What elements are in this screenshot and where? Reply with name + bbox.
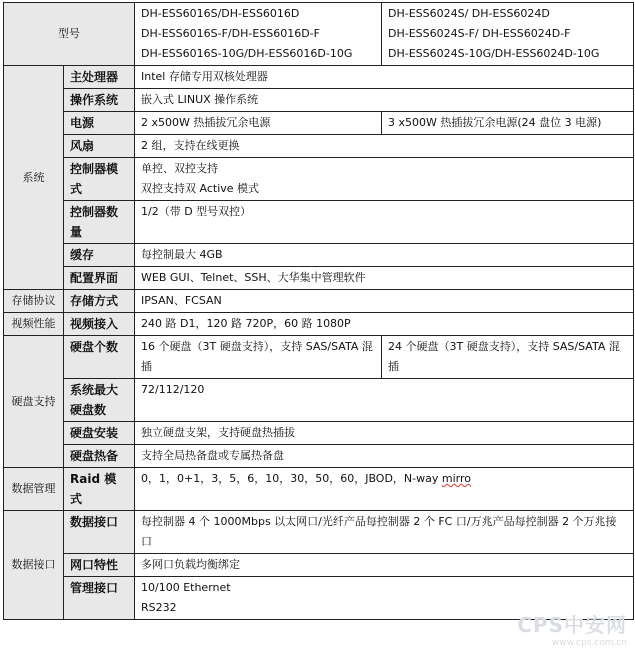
config-label: 配置界面 — [64, 267, 135, 290]
raid-mode-value — [135, 468, 634, 511]
disk-hotspare-row — [4, 445, 634, 468]
video-label: 视频性能 — [4, 313, 64, 336]
disk-count-label: 硬盘个数 — [64, 336, 135, 379]
raid-mode-label: Raid 模式 — [64, 468, 135, 511]
video-input-label: 视频接入 — [64, 313, 135, 336]
storage-method-value: IPSAN、FCSAN — [135, 290, 634, 313]
cache-row — [4, 244, 634, 267]
os-value: 嵌入式 LINUX 操作系统 — [135, 89, 634, 112]
net-feature-label: 网口特性 — [64, 554, 135, 577]
disk-hotspare-label: 硬盘热备 — [64, 445, 135, 468]
disk-count-value-a: 16 个硬盘（3T 硬盘支持），支持 SAS/SATA 混插 — [135, 336, 382, 379]
disk-install-value: 独立硬盘支架，支持硬盘热插拔 — [135, 422, 634, 445]
spec-table — [3, 2, 634, 620]
data-port-value: 每控制器 4 个 1000Mbps 以太网口/光纤产品每控制器 2 个 FC 口/万兆产品每控制器 2 个万兆接口 — [135, 511, 634, 554]
net-feature-value: 多网口负载均衡绑定 — [135, 554, 634, 577]
os-row — [4, 89, 634, 112]
raid-mode-text: 0，1，0+1，3，5，6，10，30，50，60，JBOD，N-way — [141, 472, 442, 485]
disk-max-value: 72/112/120 — [135, 379, 634, 422]
fan-value: 2 组，支持在线更换 — [135, 135, 634, 158]
controller-mode-label: 控制器模式 — [64, 158, 135, 201]
storage-method-label: 存储方式 — [64, 290, 135, 313]
mgmt-port-line-2: RS232 — [141, 601, 177, 614]
raid-mode-mirro: mirro — [441, 472, 471, 485]
model-a-3: DH-ESS6016S-10G/DH-ESS6016D-10G — [141, 47, 353, 60]
power-label: 电源 — [64, 112, 135, 135]
power-value-a: 2 x500W 热插拔冗余电源 — [135, 112, 382, 135]
video-row — [4, 313, 634, 336]
storage-protocol-label: 存储协议 — [4, 290, 64, 313]
controller-count-value: 1/2（带 D 型号双控） — [135, 201, 634, 244]
processor-value: Intel 存储专用双核处理器 — [135, 66, 634, 89]
processor-label: 主处理器 — [64, 66, 135, 89]
cache-label: 缓存 — [64, 244, 135, 267]
disk-count-row — [4, 336, 634, 379]
model-a-2: DH-ESS6016S-F/DH-ESS6016D-F — [141, 27, 320, 40]
disk-count-value-b: 24 个硬盘（3T 硬盘支持），支持 SAS/SATA 混插 — [382, 336, 634, 379]
power-value-b: 3 x500W 热插拔冗余电源(24 盘位 3 电源) — [382, 112, 634, 135]
video-input-value: 240 路 D1，120 路 720P，60 路 1080P — [135, 313, 634, 336]
model-label: 型号 — [4, 3, 135, 66]
model-row — [4, 3, 634, 66]
data-mgmt-label: 数据管理 — [4, 468, 64, 511]
model-col-a — [135, 3, 382, 66]
controller-count-row — [4, 201, 634, 244]
controller-mode-line-1: 单控、双控支持 — [141, 162, 218, 175]
cache-value: 每控制最大 4GB — [135, 244, 634, 267]
mgmt-port-line-1: 10/100 Ethernet — [141, 581, 231, 594]
watermark-brand: CPS中安网 — [517, 613, 627, 637]
disk-max-label: 系统最大硬盘数 — [64, 379, 135, 422]
data-port-row — [4, 511, 634, 554]
controller-mode-line-2: 双控支持双 Active 模式 — [141, 182, 260, 195]
power-row — [4, 112, 634, 135]
mgmt-port-row — [4, 577, 634, 620]
disk-max-row — [4, 379, 634, 422]
watermark-url: www.cps.com.cn — [551, 638, 627, 648]
model-a-1: DH-ESS6016S/DH-ESS6016D — [141, 7, 300, 20]
data-port-label: 数据接口 — [64, 511, 135, 554]
storage-protocol-row — [4, 290, 634, 313]
disk-hotspare-value: 支持全局热备盘或专属热备盘 — [135, 445, 634, 468]
controller-count-label: 控制器数量 — [64, 201, 135, 244]
system-label: 系统 — [4, 66, 64, 290]
model-b-1: DH-ESS6024S/ DH-ESS6024D — [388, 7, 550, 20]
model-col-b — [382, 3, 634, 66]
fan-label: 风扇 — [64, 135, 135, 158]
model-b-3: DH-ESS6024S-10G/DH-ESS6024D-10G — [388, 47, 600, 60]
disk-install-row — [4, 422, 634, 445]
mgmt-port-label: 管理接口 — [64, 577, 135, 620]
fan-row — [4, 135, 634, 158]
processor-row — [4, 66, 634, 89]
os-label: 操作系统 — [64, 89, 135, 112]
config-value: WEB GUI、Telnet、SSH、大华集中管理软件 — [135, 267, 634, 290]
controller-mode-value — [135, 158, 634, 201]
disk-label: 硬盘支持 — [4, 336, 64, 468]
model-b-2: DH-ESS6024S-F/ DH-ESS6024D-F — [388, 27, 571, 40]
config-row — [4, 267, 634, 290]
net-feature-row — [4, 554, 634, 577]
controller-mode-row — [4, 158, 634, 201]
data-iface-label: 数据接口 — [4, 511, 64, 620]
mgmt-port-value — [135, 577, 634, 620]
disk-install-label: 硬盘安装 — [64, 422, 135, 445]
data-mgmt-row — [4, 468, 634, 511]
